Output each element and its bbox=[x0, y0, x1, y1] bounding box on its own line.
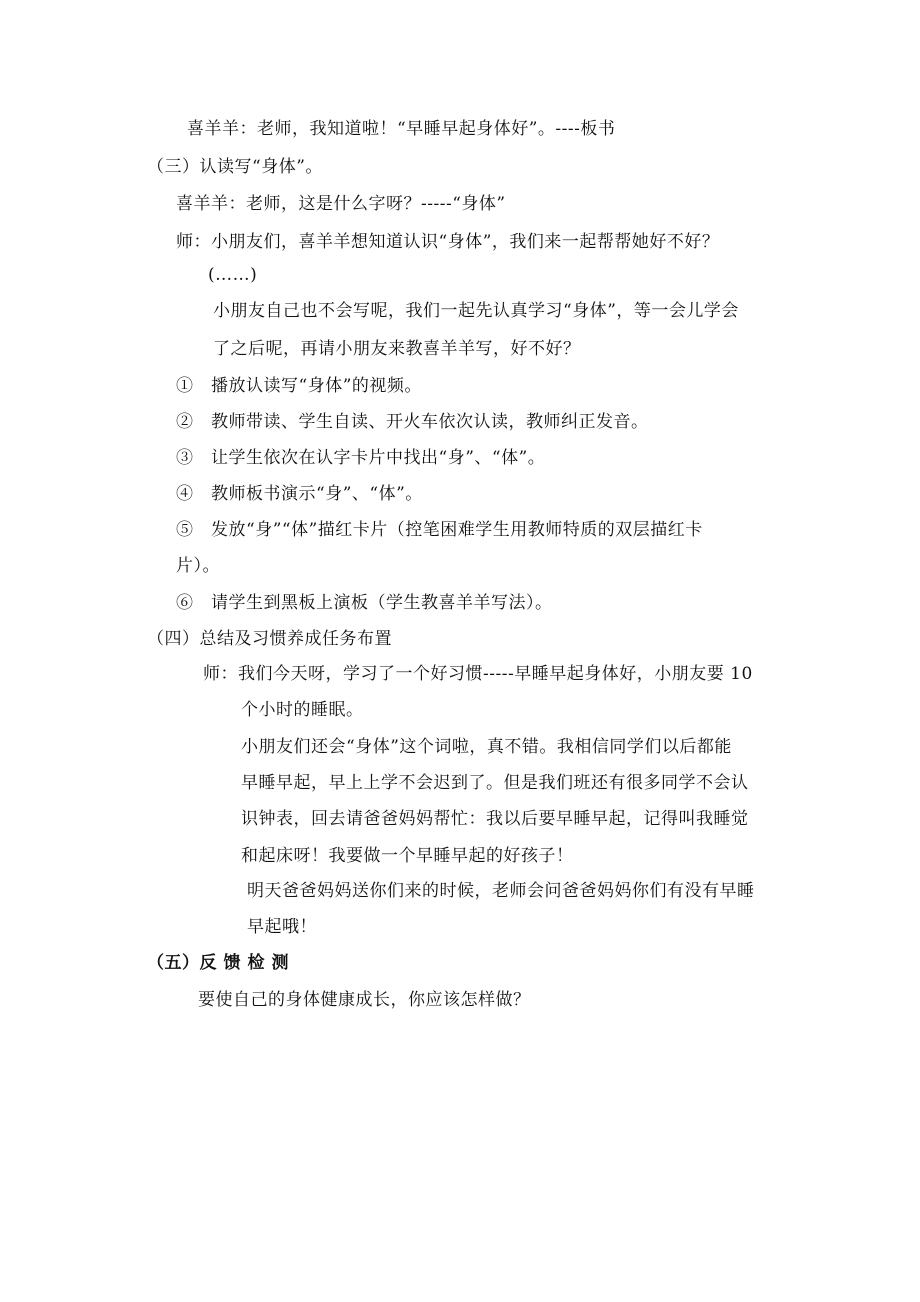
section-heading-5 bbox=[147, 952, 296, 974]
step-item-5-continued: 片）。 bbox=[176, 556, 220, 576]
paragraph-line: 早起哦！ bbox=[247, 917, 317, 937]
paragraph-line: 和起床呀！我要做一个早睡早起的好孩子！ bbox=[241, 846, 574, 866]
paragraph-line: 早睡早起，早上上学不会迟到了。但是我们班还有很多同学不会认 bbox=[241, 773, 749, 793]
question-line: 要使自己的身体健康成长，你应该怎样做？ bbox=[198, 990, 531, 1010]
section-heading-3: （三）认读写“身体”。 bbox=[147, 157, 323, 177]
step-item-2: ② 教师带读、学生自读、开火车依次认读，教师纠正发音。 bbox=[176, 412, 649, 432]
section-number: （五） bbox=[147, 953, 200, 973]
paragraph-line: 小朋友自己也不会写呢，我们一起先认真学习“身体”，等一会儿学会 bbox=[213, 301, 739, 321]
teacher-line: 师：小朋友们，喜羊羊想知道认识“身体”，我们来一起帮帮她好不好？ bbox=[176, 232, 720, 252]
dialogue-line: 喜羊羊：老师，我知道啦！“早睡早起身体好”。----板书 bbox=[187, 119, 616, 139]
teacher-line: 师：我们今天呀，学习了一个好习惯-----早睡早起身体好，小朋友要 10 bbox=[203, 664, 753, 684]
section-title: 反馈检测 bbox=[199, 953, 296, 973]
ellipsis-note: (……) bbox=[208, 265, 258, 285]
step-item-1: ① 播放认读写“身体”的视频。 bbox=[176, 376, 422, 396]
step-item-4: ④ 教师板书演示“身”、“体”。 bbox=[176, 484, 423, 504]
paragraph-line: 明天爸爸妈妈送你们来的时候，老师会问爸爸妈妈你们有没有早睡 bbox=[247, 881, 755, 901]
section-heading-4: （四）总结及习惯养成任务布置 bbox=[147, 629, 392, 649]
dialogue-line: 喜羊羊：老师，这是什么字呀？-----“身体” bbox=[176, 194, 506, 214]
paragraph-line: 识钟表，回去请爸爸妈妈帮忙：我以后要早睡早起，记得叫我睡觉 bbox=[241, 809, 749, 829]
paragraph-line: 了之后呢，再请小朋友来教喜羊羊写，好不好？ bbox=[213, 339, 581, 359]
step-item-6: ⑥ 请学生到黑板上演板（学生教喜羊羊写法）。 bbox=[176, 593, 553, 613]
step-item-3: ③ 让学生依次在认字卡片中找出“身”、“体”。 bbox=[176, 448, 546, 468]
step-item-5: ⑤ 发放“身”“体”描红卡片（控笔困难学生用教师特质的双层描红卡 bbox=[176, 520, 703, 540]
paragraph-line: 小朋友们还会“身体”这个词啦，真不错。我相信同学们以后都能 bbox=[241, 737, 732, 757]
paragraph-line: 个小时的睡眠。 bbox=[241, 700, 364, 720]
